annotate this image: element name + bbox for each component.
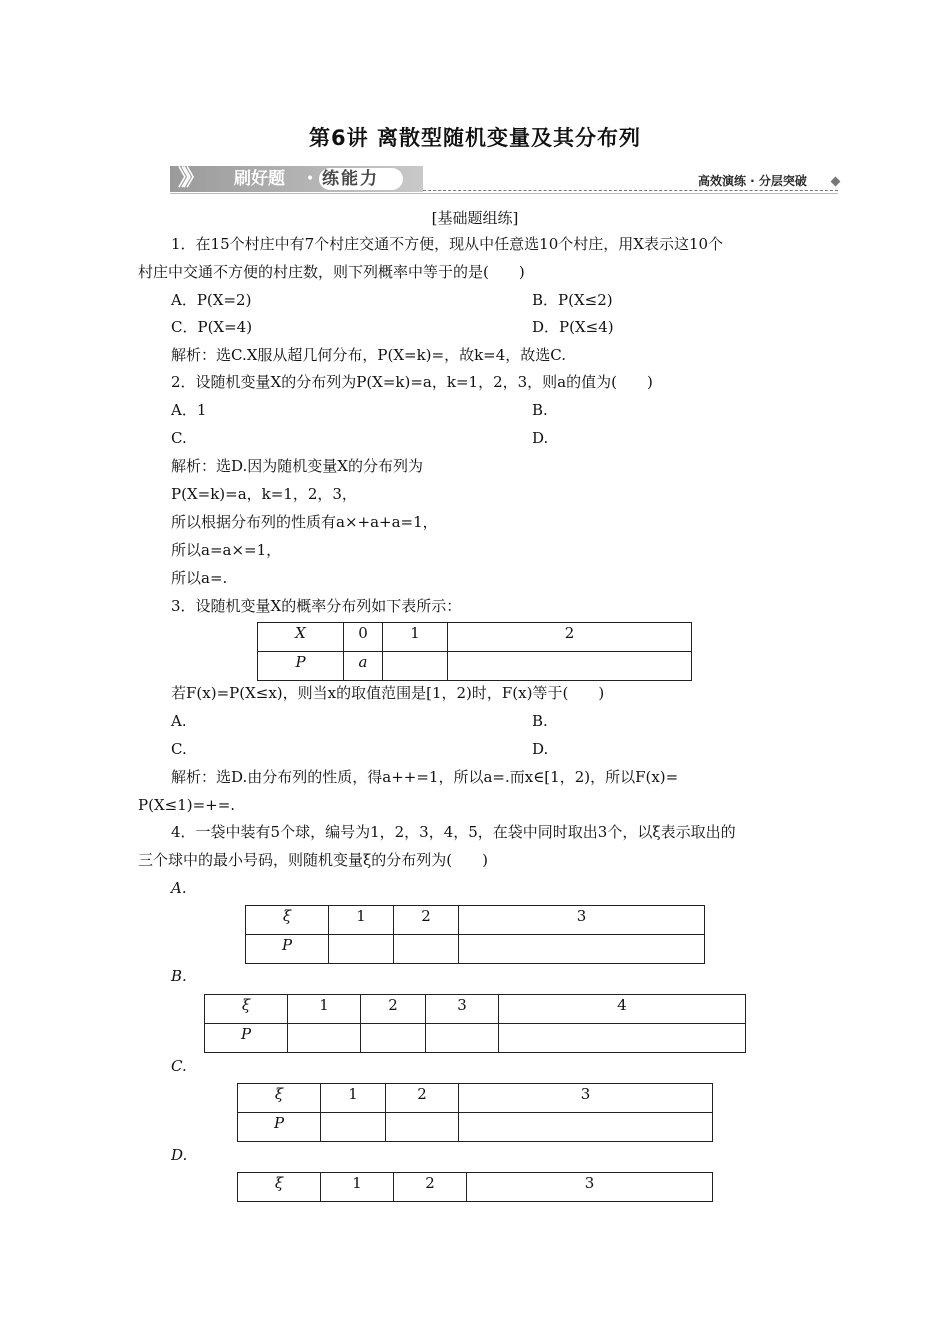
q1-stem-line2: 村庄中交通不方便的村庄数，则下列概率中等于的是( ): [138, 263, 525, 281]
q4-option-d: D.: [171, 1146, 188, 1164]
q4-table-c: [237, 1083, 713, 1142]
header-underline: [170, 193, 838, 194]
table-row: [238, 1113, 713, 1142]
q1-option-d: D．P(X≤4): [532, 318, 614, 336]
table-cell: [329, 935, 394, 964]
table-cell: [394, 935, 459, 964]
table-cell: [459, 1113, 713, 1142]
q4-option-b: B.: [171, 967, 187, 985]
table-cell: 4: [499, 995, 746, 1024]
banner-highlight: 练能力: [322, 169, 379, 189]
q2-option-a: A．1: [171, 401, 207, 419]
table-cell: 1: [329, 906, 394, 935]
q1-answer: 解析：选C.X服从超几何分布，P(X=k)=，故k=4，故选C.: [171, 346, 567, 364]
q2-answer-line3: 所以根据分布列的性质有a×+a+a=1，: [171, 513, 438, 531]
table-row: [205, 995, 746, 1024]
table-row: [258, 652, 692, 681]
q3-stem: 3．设随机变量X的概率分布列如下表所示：: [171, 597, 462, 615]
table-row: [238, 1173, 713, 1202]
q4-option-a: A.: [171, 879, 187, 897]
table-cell: 2: [394, 906, 459, 935]
table-cell: ξ: [205, 995, 288, 1024]
table-cell: X: [258, 623, 344, 652]
table-cell: P: [258, 652, 344, 681]
q4-table-a: [245, 905, 705, 964]
table-cell: 2: [394, 1173, 467, 1202]
table-cell: [448, 652, 692, 681]
q3-answer-line2: P(X≤1)=+=.: [138, 796, 236, 814]
page-title: 第6讲 离散型随机变量及其分布列: [309, 126, 641, 150]
q2-option-b: B.: [532, 401, 548, 419]
q4-table-b: [204, 994, 746, 1053]
table-cell: 3: [459, 1084, 713, 1113]
table-cell: [361, 1024, 426, 1053]
table-cell: [383, 652, 448, 681]
q4-stem-line1: 4．一袋中装有5个球，编号为1，2，3，4，5，在袋中同时取出3个，以ξ表示取出的: [171, 823, 736, 841]
chevron-icon: 》》: [178, 166, 200, 191]
table-row: [205, 1024, 746, 1053]
table-cell: [288, 1024, 361, 1053]
table-row: [258, 623, 692, 652]
table-cell: 0: [344, 623, 383, 652]
q3-answer-line1: 解析：选D.由分布列的性质，得a++=1，所以a=.而x∈[1，2)，所以F(x)=: [171, 768, 679, 786]
table-cell: 3: [426, 995, 499, 1024]
table-cell: ξ: [246, 906, 329, 935]
table-cell: 2: [361, 995, 426, 1024]
table-cell: [426, 1024, 499, 1053]
banner-right-tag: 高效演练 · 分层突破: [698, 174, 807, 188]
q2-answer-line5: 所以a=.: [171, 569, 228, 587]
table-cell: ξ: [238, 1084, 321, 1113]
q4-option-c: C.: [171, 1057, 187, 1075]
q3-option-a: A.: [171, 712, 187, 730]
q1-option-c: C．P(X=4): [171, 318, 253, 336]
table-cell: [499, 1024, 746, 1053]
q1-option-b: B．P(X≤2): [532, 291, 613, 309]
table-cell: P: [246, 935, 329, 964]
table-cell: [459, 935, 705, 964]
table-cell: ξ: [238, 1173, 321, 1202]
q3-option-d: D.: [532, 740, 549, 758]
q1-stem-line1: 1．在15个村庄中有7个村庄交通不方便，现从中任意选10个村庄，用X表示这10个: [171, 235, 724, 253]
table-cell: 1: [383, 623, 448, 652]
header-divider: [423, 190, 838, 191]
table-cell: a: [344, 652, 383, 681]
table-cell: P: [238, 1113, 321, 1142]
q4-table-d: [237, 1172, 713, 1202]
q4-stem-line2: 三个球中的最小号码，则随机变量ξ的分布列为( ): [138, 851, 488, 869]
table-cell: P: [205, 1024, 288, 1053]
q3-question: 若F(x)=P(X≤x)，则当x的取值范围是[1，2)时，F(x)等于( ): [171, 684, 605, 702]
q2-option-d: D.: [532, 429, 549, 447]
section-heading: [基础题组练]: [431, 209, 519, 227]
q3-option-b: B.: [532, 712, 548, 730]
q1-option-a: A．P(X=2): [171, 291, 252, 309]
table-cell: 2: [386, 1084, 459, 1113]
banner-label: 刷好题: [234, 169, 285, 189]
q3-distribution-table: [257, 622, 692, 681]
table-cell: 3: [467, 1173, 713, 1202]
q2-answer-line2: P(X=k)=a，k=1，2，3，: [171, 485, 357, 503]
table-cell: [386, 1113, 459, 1142]
table-row: [246, 906, 705, 935]
table-cell: 2: [448, 623, 692, 652]
table-cell: 1: [288, 995, 361, 1024]
q2-option-c: C.: [171, 429, 187, 447]
table-cell: 1: [321, 1084, 386, 1113]
q2-answer-line4: 所以a=a×=1，: [171, 541, 282, 559]
table-row: [246, 935, 705, 964]
table-cell: 1: [321, 1173, 394, 1202]
q2-stem: 2．设随机变量X的分布列为P(X=k)=a，k=1，2，3，则a的值为( ): [171, 373, 653, 391]
q2-answer-line1: 解析：选D.因为随机变量X的分布列为: [171, 457, 423, 475]
table-row: [238, 1084, 713, 1113]
banner-dot: •: [306, 171, 315, 187]
table-cell: 3: [459, 906, 705, 935]
table-cell: [321, 1113, 386, 1142]
q3-option-c: C.: [171, 740, 187, 758]
diamond-icon: [831, 177, 841, 187]
